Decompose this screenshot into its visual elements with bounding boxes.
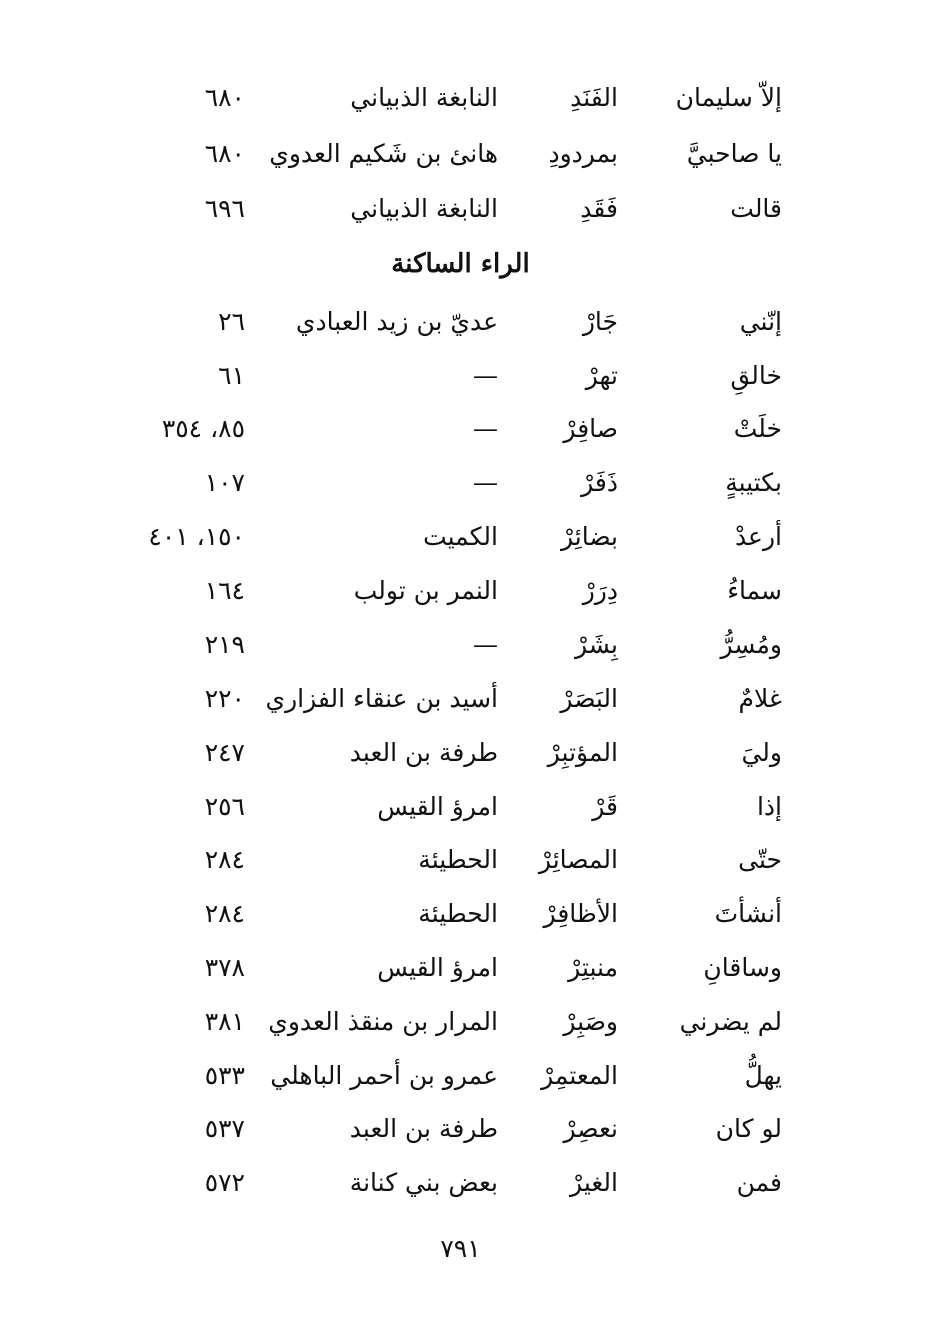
verse-opening: إلاّ سليمان — [675, 83, 782, 112]
index-row — [0, 625, 945, 665]
index-row — [0, 134, 945, 174]
page-references: ٦١ — [218, 361, 245, 390]
rhyme-word: ذَفَرْ — [581, 468, 618, 497]
index-row — [0, 733, 945, 773]
index-row — [0, 1056, 945, 1096]
verse-opening: يهلُّ — [744, 1061, 782, 1090]
verse-opening: وليَ — [741, 738, 782, 767]
verse-opening: خالقِ — [730, 361, 782, 390]
index-row — [0, 356, 945, 396]
poet-name: الحطيئة — [418, 845, 498, 874]
index-row — [0, 302, 945, 342]
rhyme-word: تهرْ — [585, 361, 618, 390]
page-references: ٢٤٧ — [204, 738, 245, 767]
section-heading-text: الراء الساكنة — [391, 249, 530, 279]
rhyme-word: الأظافِرْ — [543, 899, 618, 928]
verse-opening: فمن — [736, 1168, 782, 1197]
page-number-text: ٧٩١ — [440, 1234, 481, 1263]
rhyme-word: جَارْ — [582, 307, 618, 336]
poet-name: النابغة الذبياني — [350, 83, 498, 112]
poet-name: امرؤ القيس — [377, 953, 498, 982]
rhyme-word: بضائِرْ — [560, 522, 618, 551]
rhyme-word: منبتِرْ — [568, 953, 618, 982]
page-references: ٥٣٧ — [204, 1114, 245, 1143]
poet-name: — — [473, 468, 498, 497]
rhyme-word: نعصِرْ — [563, 1114, 618, 1143]
verse-opening: إذا — [756, 792, 782, 821]
poet-name: عديّ بن زيد العبادي — [295, 307, 498, 336]
verse-opening: غلامٌ — [738, 684, 782, 713]
poet-name: هانئ بن شَكيم العدوي — [269, 139, 498, 168]
page-references: ٢٥٦ — [204, 792, 245, 821]
page-references: ٥٧٢ — [204, 1168, 245, 1197]
page-references: ٢٨٤ — [204, 845, 245, 874]
page-references: ٦٨٠ — [204, 139, 245, 168]
page-references: ٢١٩ — [204, 630, 245, 659]
poet-name: الكميت — [423, 522, 498, 551]
rhyme-word: البَصَرْ — [560, 684, 618, 713]
rhyme-word: فَقَدِ — [580, 194, 618, 223]
page-references: ١٦٤ — [204, 576, 245, 605]
index-row — [0, 517, 945, 557]
poet-name: بعض بني كنانة — [349, 1168, 498, 1197]
verse-opening: لم يضرني — [679, 1007, 782, 1036]
index-row — [0, 894, 945, 934]
verse-opening: سماءُ — [727, 576, 782, 605]
poet-name: أسيد بن عنقاء الفزاري — [265, 684, 498, 713]
page-references: ١٠٧ — [204, 468, 245, 497]
poet-name: النمر بن تولب — [353, 576, 498, 605]
poet-name: النابغة الذبياني — [350, 194, 498, 223]
page-references: ٣٧٨ — [204, 953, 245, 982]
index-row — [0, 948, 945, 988]
poet-name: عمرو بن أحمر الباهلي — [270, 1061, 498, 1090]
verse-opening: ومُسِرُّ — [720, 630, 782, 659]
page-references: ٢٨٤ — [204, 899, 245, 928]
verse-opening: وساقانِ — [703, 953, 782, 982]
poet-name: طرفة بن العبد — [349, 1114, 498, 1143]
page-references: ٨٥، ٣٥٤ — [161, 414, 245, 443]
rhyme-word: المعتمِرْ — [541, 1061, 618, 1090]
index-row — [0, 787, 945, 827]
poet-name: الحطيئة — [418, 899, 498, 928]
page-references: ٦٨٠ — [204, 83, 245, 112]
verse-opening: لو كان — [715, 1114, 782, 1143]
index-row — [0, 463, 945, 503]
index-row — [0, 1002, 945, 1042]
rhyme-word: وصَبِرْ — [563, 1007, 618, 1036]
rhyme-word: قَرْ — [592, 792, 618, 821]
poet-name: — — [473, 630, 498, 659]
index-row — [0, 840, 945, 880]
page-references: ٢٢٠ — [204, 684, 245, 713]
verse-opening: إنّني — [739, 307, 782, 336]
verse-opening: بكتيبةٍ — [725, 468, 782, 497]
poet-name: المرار بن منقذ العدوي — [268, 1007, 498, 1036]
poet-name: — — [473, 361, 498, 390]
page-references: ٥٣٣ — [204, 1061, 245, 1090]
page-references: ٢٦ — [218, 307, 245, 336]
rhyme-word: المصائِرْ — [538, 845, 618, 874]
verse-opening: خلَتْ — [733, 414, 782, 443]
section-heading — [0, 243, 945, 285]
verse-opening: أرعدْ — [734, 522, 782, 551]
page-references: ٦٩٦ — [204, 194, 245, 223]
verse-opening: قالت — [730, 194, 782, 223]
verse-opening: أنشأتَ — [714, 899, 782, 928]
rhyme-word: المؤتبِرْ — [547, 738, 618, 767]
page-references: ١٥٠، ٤٠١ — [148, 522, 245, 551]
page-number — [0, 1231, 945, 1267]
poet-name: امرؤ القيس — [377, 792, 498, 821]
rhyme-word: الفَنَدِ — [570, 83, 618, 112]
index-row — [0, 1109, 945, 1149]
index-row — [0, 679, 945, 719]
rhyme-word: صافِرْ — [563, 414, 618, 443]
rhyme-word: بِشَرْ — [574, 630, 618, 659]
index-row — [0, 409, 945, 449]
index-row — [0, 189, 945, 229]
page-references: ٣٨١ — [204, 1007, 245, 1036]
rhyme-word: دِرَرْ — [582, 576, 618, 605]
poet-name: — — [473, 414, 498, 443]
rhyme-word: بمردودِ — [548, 139, 618, 168]
rhyme-word: الغيرْ — [570, 1168, 618, 1197]
index-row — [0, 571, 945, 611]
index-row — [0, 1163, 945, 1203]
verse-opening: يا صاحبيَّ — [686, 139, 782, 168]
verse-opening: حتّى — [738, 845, 782, 874]
index-row — [0, 78, 945, 118]
poet-name: طرفة بن العبد — [349, 738, 498, 767]
